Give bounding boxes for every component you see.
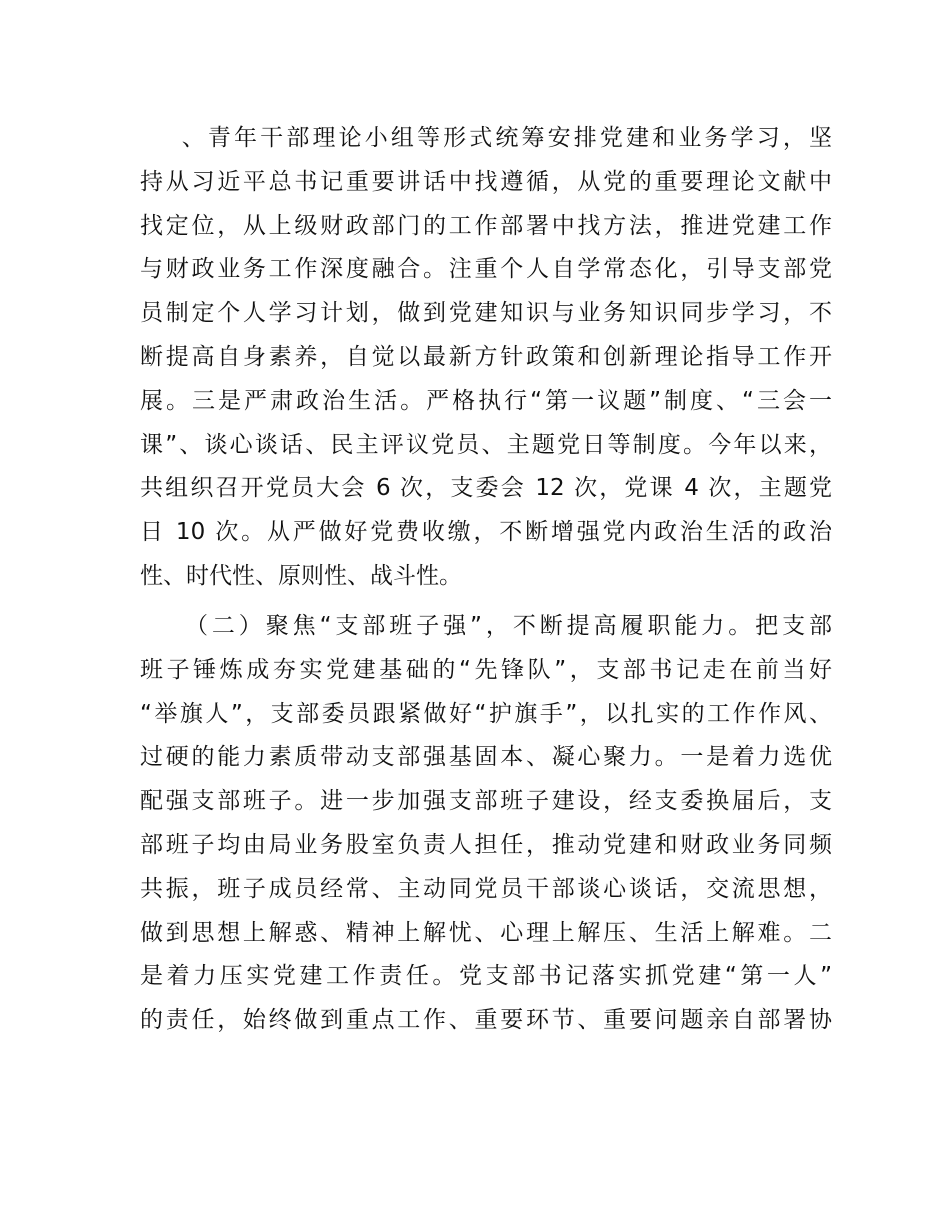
paragraph-line: 配强支部班子。进一步加强支部班子建设，经支委换届后，支 <box>140 788 832 815</box>
paragraph-line: 员制定个人学习计划，做到党建知识与业务知识同步学习，不 <box>140 300 832 327</box>
paragraph-line: 共组织召开党员大会 6 次，支委会 12 次，党课 4 次，主题党 <box>140 475 832 502</box>
paragraph-line: 是着力压实党建工作责任。党支部书记落实抓党建“第一人” <box>140 963 832 990</box>
paragraph-line: 、青年干部理论小组等形式统筹安排党建和业务学习，坚 <box>140 125 832 151</box>
paragraph-line: 课”、谈心谈话、民主评议党员、主题党日等制度。今年以来， <box>140 431 832 458</box>
paragraph-line: 的责任，始终做到重点工作、重要环节、重要问题亲自部署协 <box>140 1007 832 1034</box>
paragraph-line: 过硬的能力素质带动支部强基固本、凝心聚力。一是着力选优 <box>140 744 832 771</box>
paragraph-line: 与财政业务工作深度融合。注重个人自学常态化，引导支部党 <box>140 256 832 283</box>
paragraph-line: 日 10 次。从严做好党费收缴，不断增强党内政治生活的政治 <box>140 519 832 546</box>
paragraph-line: 班子锤炼成夯实党建基础的“先锋队”，支部书记走在前当好 <box>140 656 832 683</box>
paragraph-line: 共振，班子成员经常、主动同党员干部谈心谈话，交流思想， <box>140 875 832 902</box>
paragraph-line: 持从习近平总书记重要讲话中找遵循，从党的重要理论文献中 <box>140 168 832 195</box>
paragraph-line: “举旗人”，支部委员跟紧做好“护旗手”，以扎实的工作作风、 <box>140 700 832 727</box>
paragraph-line: 性、时代性、原则性、战斗性。 <box>140 562 462 589</box>
paragraph-line: 断提高自身素养，自觉以最新方针政策和创新理论指导工作开 <box>140 343 832 370</box>
paragraph-line: 部班子均由局业务股室负责人担任，推动党建和财政业务同频 <box>140 831 832 858</box>
paragraph-line: 做到思想上解惑、精神上解忧、心理上解压、生活上解难。二 <box>140 919 832 946</box>
paragraph-line: 找定位，从上级财政部门的工作部署中找方法，推进党建工作 <box>140 212 832 239</box>
paragraph-line: 展。三是严肃政治生活。严格执行“第一议题”制度、“三会一 <box>140 387 832 414</box>
section-heading-line: （二）聚焦“支部班子强”，不断提高履职能力。把支部 <box>140 613 832 639</box>
paragraph-party-study <box>140 117 832 599</box>
paragraph-branch-leadership <box>140 605 832 1043</box>
